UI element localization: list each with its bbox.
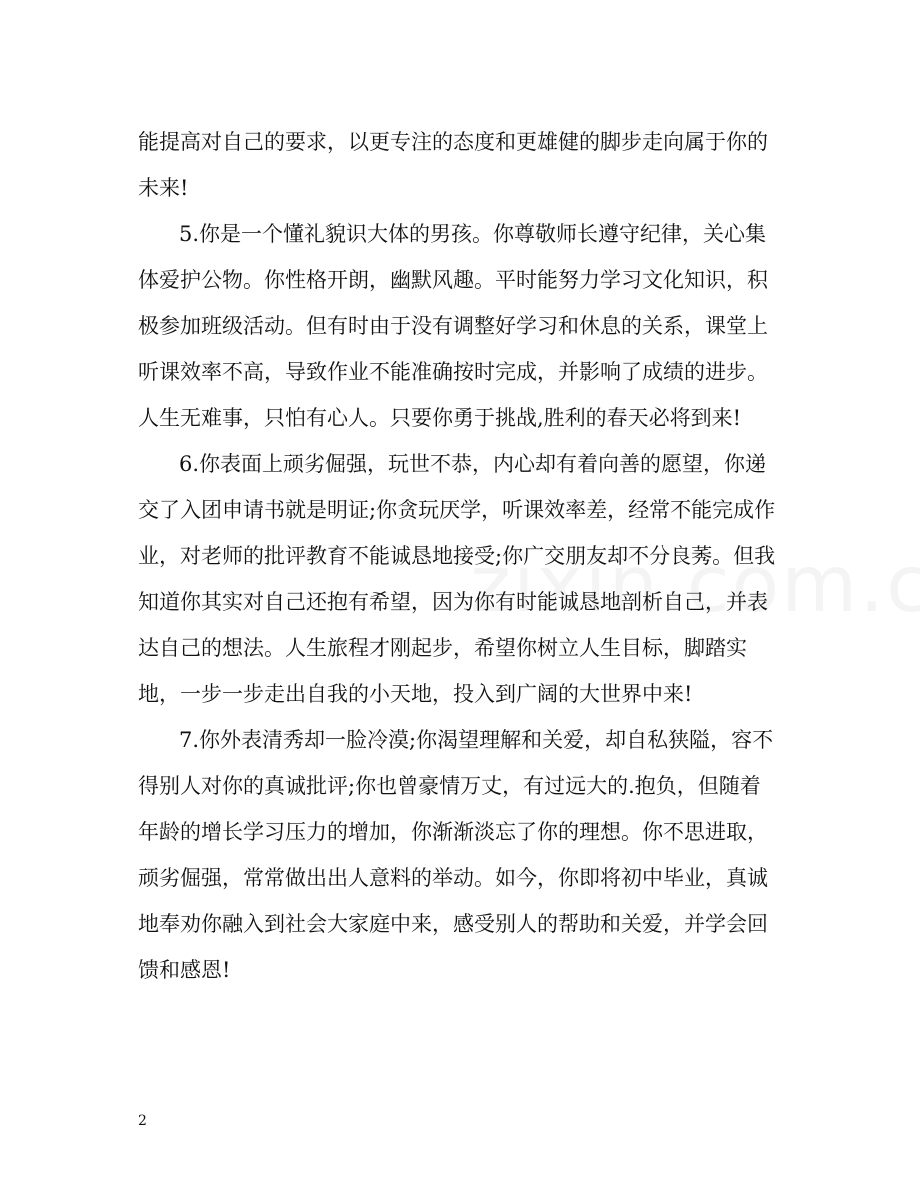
- paragraph-6-line: 知道你其实对自己还抱有希望，因为你有时能诚恳地剖析自己，并表: [138, 590, 768, 614]
- paragraph-5-line: 体爱护公物。你性格开朗，幽默风趣。平时能努力学习文化知识，积: [138, 268, 768, 292]
- paragraph-5-line: 听课效率不高，导致作业不能准确按时完成，并影响了成绩的进步。: [138, 360, 768, 384]
- paragraph-7-line: 馈和感恩!: [138, 958, 231, 982]
- paragraph-5-line: 人生无难事，只怕有心人。只要你勇于挑战,胜利的春天必将到来!: [138, 406, 742, 430]
- paragraph-6-line: 6.你表面上顽劣倔强，玩世不恭，内心却有着向善的愿望，你递: [179, 452, 767, 476]
- paragraph-6-line: 达自己的想法。人生旅程才刚起步，希望你树立人生目标，脚踏实: [138, 636, 747, 660]
- paragraph-6-line: 业，对老师的批评教育不能诚恳地接受;你广交朋友却不分良莠。但我: [138, 544, 776, 568]
- paragraph-7-line: 年龄的增长学习压力的增加，你渐渐淡忘了你的理想。你不思进取，: [138, 820, 768, 844]
- paragraph-6-line: 地，一步一步走出自我的小天地，投入到广阔的大世界中来!: [138, 682, 693, 706]
- body-text: [138, 119, 788, 993]
- paragraph-line: 能提高对自己的要求，以更专注的态度和更雄健的脚步走向属于你的: [138, 130, 768, 154]
- page-number: 2: [138, 1113, 147, 1129]
- paragraph-6-line: 交了入团申请书就是明证;你贪玩厌学，听课效率差，经常不能完成作: [138, 498, 776, 522]
- paragraph-7-line: 7.你外表清秀却一脸冷漠;你渴望理解和关爱，却自私狭隘，容不: [179, 728, 774, 752]
- paragraph-7-line: 地奉劝你融入到社会大家庭中来，感受别人的帮助和关爱，并学会回: [138, 912, 768, 936]
- paragraph-5-line: 极参加班级活动。但有时由于没有调整好学习和休息的关系，课堂上: [138, 314, 768, 338]
- paragraph-7-line: 得别人对你的真诚批评;你也曾豪情万丈，有过远大的.抱负，但随着: [138, 774, 761, 798]
- paragraph-7-line: 顽劣倔强，常常做出出人意料的举动。如今，你即将初中毕业，真诚: [138, 866, 768, 890]
- paragraph-line: 未来!: [138, 176, 189, 200]
- paragraph-5-line: 5.你是一个懂礼貌识大体的男孩。你尊敬师长遵守纪律，关心集: [179, 222, 767, 246]
